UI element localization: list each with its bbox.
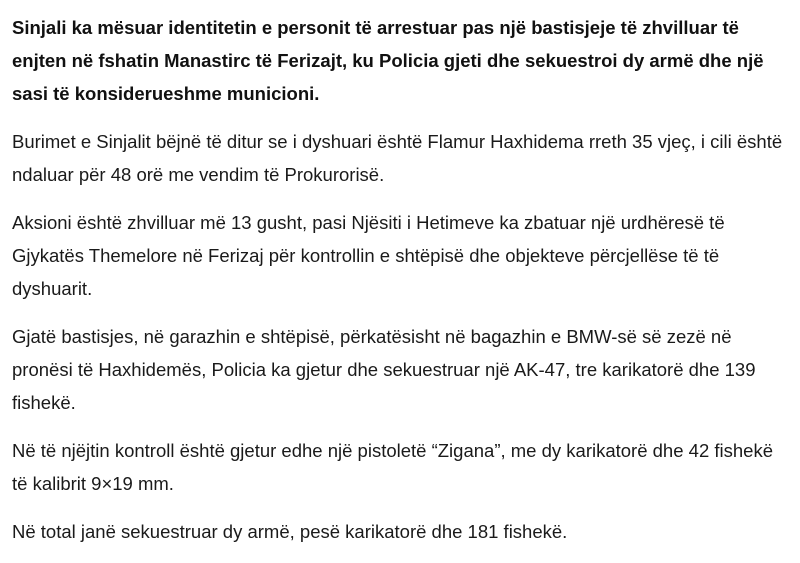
article-paragraph: Në të njëjtin kontroll është gjetur edhe një pistoletë “Zigana”, me dy karikatorë dhe 42 fishekë të kalibrit 9×19 mm.: [12, 440, 773, 494]
article-paragraph: Aksioni është zhvilluar më 13 gusht, pasi Njësiti i Hetimeve ka zbatuar një urdhëresë të Gjykatës Themelore në Ferizaj për kontrollin e shtëpisë dhe objekteve përcjellëse të të dyshuarit.: [12, 212, 725, 299]
article-paragraph: Në total janë sekuestruar dy armë, pesë karikatorë dhe 181 fishekë.: [12, 521, 568, 542]
article-paragraph: Gjatë bastisjes, në garazhin e shtëpisë, përkatësisht në bagazhin e BMW-së së zezë në pronësi të Haxhidemës, Policia ka gjetur dhe sekuestruar një AK-47, tre karikatorë dhe 139 fishekë.: [12, 326, 756, 413]
article-paragraph: Burimet e Sinjalit bëjnë të ditur se i dyshuari është Flamur Haxhidema rreth 35 vjeç, i cili është ndaluar për 48 orë me vendim të Prokurorisë.: [12, 131, 783, 185]
article-body: [12, 11, 788, 563]
article-lead: Sinjali ka mësuar identitetin e personit të arrestuar pas një bastisjeje të zhvilluar të enjten në fshatin Manastirc të Ferizajt, ku Policia gjeti dhe sekuestroi dy armë dhe një sasi të konsiderueshme municioni.: [12, 17, 764, 104]
